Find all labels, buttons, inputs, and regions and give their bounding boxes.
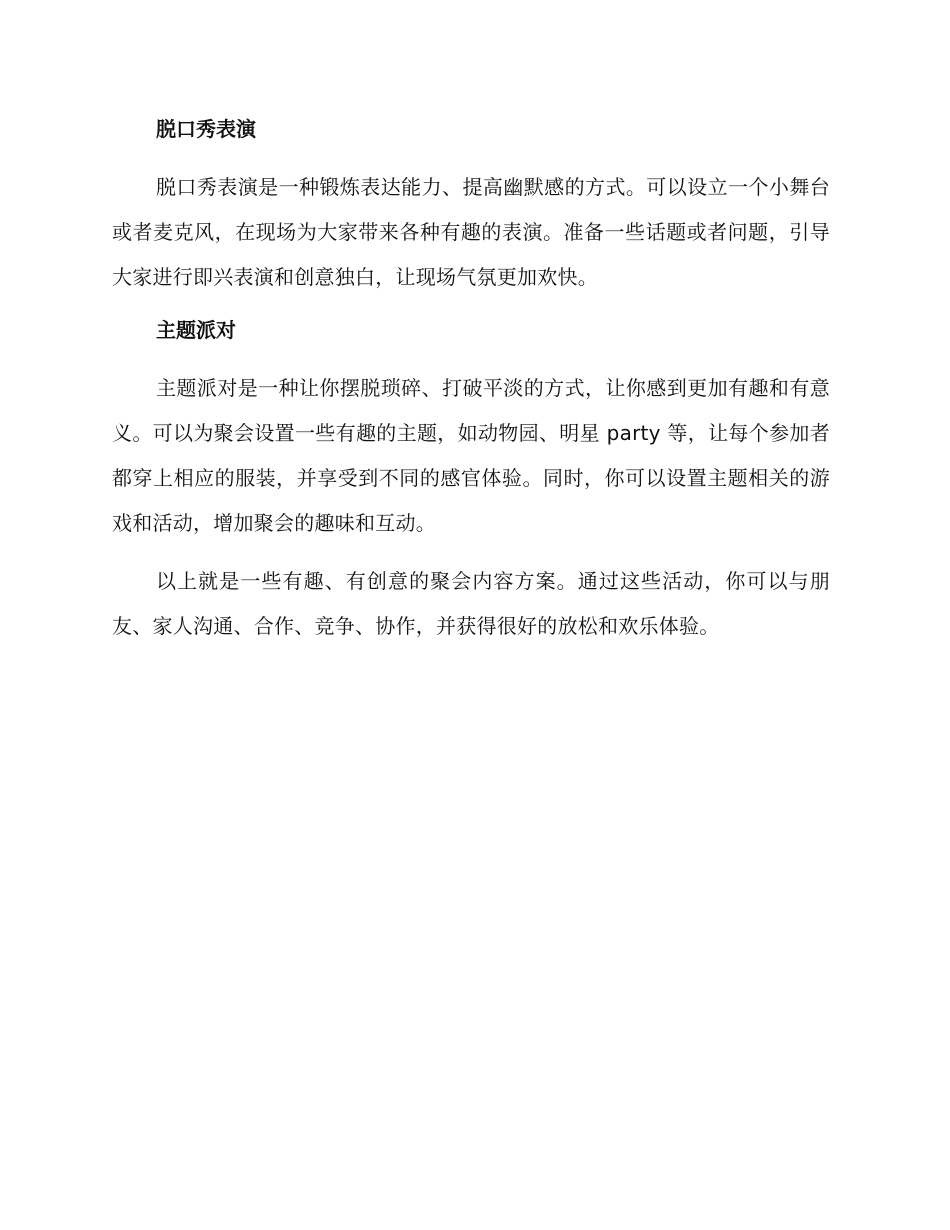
section-heading-theme-party: 主题派对 — [156, 318, 236, 342]
section-paragraph-talk-show: 脱口秀表演是一种锻炼表达能力、提高幽默感的方式。可以设立一个小舞台或者麦克风，在现场为大家带来各种有趣的表演。准备一些话题或者问题，引导大家进行即兴表演和创意独白，让现场气氛更加欢快。 — [112, 175, 830, 289]
conclusion-paragraph: 以上就是一些有趣、有创意的聚会内容方案。通过这些活动，你可以与朋友、家人沟通、合作、竞争、协作，并获得很好的放松和欢乐体验。 — [112, 569, 830, 638]
document-body — [112, 112, 830, 649]
section-paragraph-theme-party: 主题派对是一种让你摆脱琐碎、打破平淡的方式，让你感到更加有趣和有意义。可以为聚会设置一些有趣的主题，如动物园、明星 party 等，让每个参加者都穿上相应的服装，并享受到不同的感官体验。同时，你可以设置主题相关的游戏和活动，增加聚会的趣味和互动。 — [112, 376, 830, 535]
section-heading-talk-show: 脱口秀表演 — [156, 117, 256, 141]
